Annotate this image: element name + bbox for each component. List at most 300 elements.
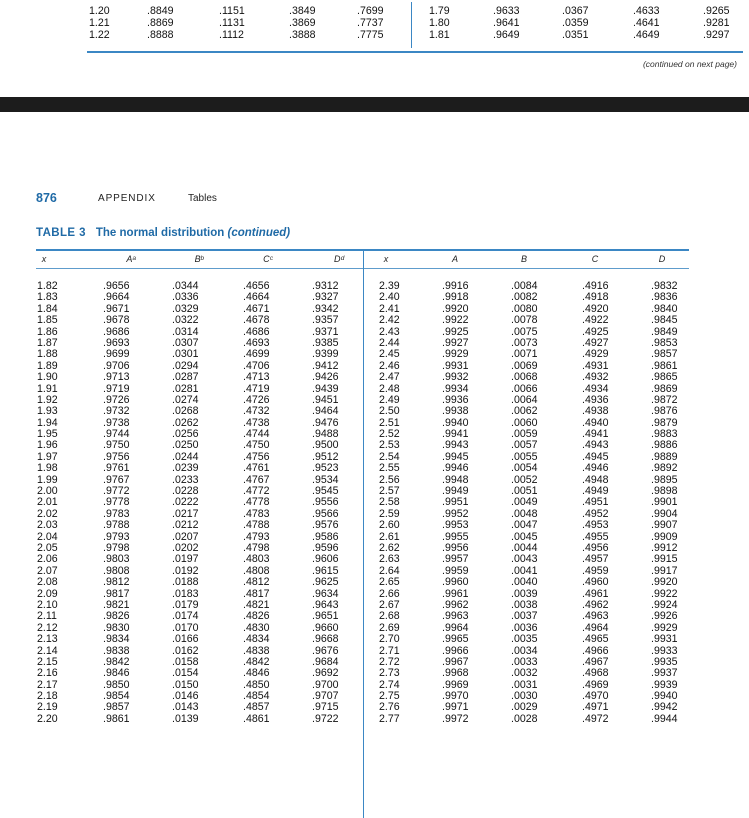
- cell-col-9: .9895: [651, 473, 678, 486]
- cell-col-6: .9972: [442, 712, 469, 725]
- cell-col-7: .0038: [511, 598, 538, 611]
- cell-col-1: .9857: [103, 701, 130, 714]
- cell-col-9: .9853: [651, 336, 678, 349]
- cell-col-6: .9952: [442, 507, 469, 520]
- cell-col-9: .9901: [651, 496, 678, 509]
- cell-col-2: .0228: [172, 485, 199, 498]
- cell-col-4: .9545: [312, 485, 339, 498]
- cell-col-2: .0336: [172, 291, 199, 304]
- cell-col-3: .4854: [243, 690, 270, 703]
- cell-col-1: .9719: [103, 382, 130, 395]
- cell-col-4: .9327: [312, 291, 339, 304]
- column-header: B: [520, 254, 528, 264]
- cell-col-0: 1.95: [37, 428, 58, 441]
- cell-col-8: .4969: [582, 678, 609, 691]
- table-row: [0, 520, 749, 531]
- cell-col-5: 2.58: [379, 496, 400, 509]
- cell-col-7: .0078: [511, 314, 538, 327]
- cell-col-1: .9826: [103, 610, 130, 623]
- table-continued-note: (continued): [227, 227, 291, 239]
- cell-col-9: .9865: [651, 371, 678, 384]
- cell-col-3: .4803: [243, 553, 270, 566]
- cell-col-2: .0212: [172, 519, 199, 532]
- cell-col-2: .0262: [172, 416, 199, 429]
- cell-col-6: .9971: [442, 701, 469, 714]
- cell-col-5: 2.53: [379, 439, 400, 452]
- cell-col-6: .9929: [442, 348, 469, 361]
- page-break-bar: [0, 97, 749, 112]
- cell-col-9: .9931: [651, 633, 678, 646]
- cell-col-5: 2.54: [379, 450, 400, 463]
- cell-col-5: 2.73: [379, 667, 400, 680]
- cell-col-3: .4812: [243, 576, 270, 589]
- cell-col-0: 2.19: [37, 701, 58, 714]
- cell-col-9: .9942: [651, 701, 678, 714]
- cell-col-9: .9922: [651, 587, 678, 600]
- cell-col-9: .9933: [651, 644, 678, 657]
- cell-col-6: .9961: [442, 587, 469, 600]
- cell-col-1: .9788: [103, 519, 130, 532]
- cell-col-8: .4938: [582, 405, 609, 418]
- cell-col-8: .4949: [582, 485, 609, 498]
- cell-col-7: .0043: [511, 553, 538, 566]
- cell-col-1: .9772: [103, 485, 130, 498]
- cell-col-2: .0294: [172, 359, 199, 372]
- cell-col-6: .9970: [442, 690, 469, 703]
- previous-cell-col-0: 1.22: [89, 29, 110, 41]
- cell-col-4: .9586: [312, 530, 339, 543]
- cell-col-1: .9750: [103, 439, 130, 452]
- cell-col-8: .4961: [582, 587, 609, 600]
- cell-col-8: .4956: [582, 541, 609, 554]
- cell-col-7: .0041: [511, 564, 538, 577]
- cell-col-5: 2.51: [379, 416, 400, 429]
- cell-col-6: .9938: [442, 405, 469, 418]
- cell-col-3: .4713: [243, 371, 270, 384]
- cell-col-2: .0154: [172, 667, 199, 680]
- cell-col-2: .0256: [172, 428, 199, 441]
- cell-col-0: 1.88: [37, 348, 58, 361]
- cell-col-5: 2.50: [379, 405, 400, 418]
- column-header: x: [41, 254, 47, 264]
- cell-col-3: .4678: [243, 314, 270, 327]
- cell-col-6: .9925: [442, 325, 469, 338]
- cell-col-8: .4927: [582, 336, 609, 349]
- cell-col-4: .9668: [312, 633, 339, 646]
- column-header: x: [383, 254, 389, 264]
- cell-col-5: 2.55: [379, 462, 400, 475]
- cell-col-9: .9832: [651, 280, 678, 292]
- cell-col-0: 1.92: [37, 393, 58, 406]
- table-body: [0, 281, 749, 725]
- cell-col-3: .4686: [243, 325, 270, 338]
- cell-col-5: 2.48: [379, 382, 400, 395]
- cell-col-3: .4842: [243, 655, 270, 668]
- cell-col-8: .4941: [582, 428, 609, 441]
- cell-col-1: .9778: [103, 496, 130, 509]
- cell-col-0: 2.13: [37, 633, 58, 646]
- cell-col-9: .9879: [651, 416, 678, 429]
- cell-col-4: .9451: [312, 393, 339, 406]
- cell-col-5: 2.57: [379, 485, 400, 498]
- cell-col-3: .4826: [243, 610, 270, 623]
- cell-col-3: .4756: [243, 450, 270, 463]
- cell-col-3: .4656: [243, 280, 270, 292]
- table-row: [0, 714, 749, 725]
- cell-col-0: 1.96: [37, 439, 58, 452]
- cell-col-8: .4970: [582, 690, 609, 703]
- table-row: [0, 372, 749, 383]
- previous-cell-col-9: .9297: [703, 29, 730, 41]
- cell-col-5: 2.61: [379, 530, 400, 543]
- cell-col-6: .9948: [442, 473, 469, 486]
- cell-col-9: .9939: [651, 678, 678, 691]
- cell-col-7: .0073: [511, 336, 538, 349]
- cell-col-2: .0166: [172, 633, 199, 646]
- cell-col-7: .0057: [511, 439, 538, 452]
- cell-col-4: .9634: [312, 587, 339, 600]
- cell-col-4: .9556: [312, 496, 339, 509]
- cell-col-0: 2.08: [37, 576, 58, 589]
- continued-note: (continued on next page): [642, 59, 737, 69]
- cell-col-2: .0329: [172, 302, 199, 315]
- cell-col-8: .4932: [582, 371, 609, 384]
- cell-col-4: .9676: [312, 644, 339, 657]
- cell-col-6: .9969: [442, 678, 469, 691]
- column-header: A: [451, 254, 459, 264]
- cell-col-0: 2.07: [37, 564, 58, 577]
- cell-col-6: .9927: [442, 336, 469, 349]
- cell-col-6: .9932: [442, 371, 469, 384]
- cell-col-1: .9767: [103, 473, 130, 486]
- cell-col-4: .9357: [312, 314, 339, 327]
- cell-col-5: 2.59: [379, 507, 400, 520]
- cell-col-0: 1.94: [37, 416, 58, 429]
- cell-col-7: .0036: [511, 621, 538, 634]
- cell-col-1: .9793: [103, 530, 130, 543]
- cell-col-5: 2.67: [379, 598, 400, 611]
- cell-col-8: .4968: [582, 667, 609, 680]
- cell-col-0: 2.18: [37, 690, 58, 703]
- cell-col-8: .4951: [582, 496, 609, 509]
- cell-col-3: .4830: [243, 621, 270, 634]
- cell-col-1: .9812: [103, 576, 130, 589]
- cell-col-5: 2.71: [379, 644, 400, 657]
- cell-col-0: 2.14: [37, 644, 58, 657]
- cell-col-7: .0033: [511, 655, 538, 668]
- previous-cell-col-4: .7737: [357, 17, 384, 29]
- cell-col-3: .4744: [243, 428, 270, 441]
- cell-col-6: .9951: [442, 496, 469, 509]
- cell-col-6: .9962: [442, 598, 469, 611]
- cell-col-5: 2.64: [379, 564, 400, 577]
- cell-col-2: .0192: [172, 564, 199, 577]
- cell-col-7: .0071: [511, 348, 538, 361]
- cell-col-2: .0188: [172, 576, 199, 589]
- cell-col-7: .0059: [511, 428, 538, 441]
- cell-col-2: .0314: [172, 325, 199, 338]
- previous-cell-col-7: .0367: [562, 5, 589, 17]
- previous-cell-col-1: .8869: [147, 17, 174, 29]
- cell-col-7: .0055: [511, 450, 538, 463]
- column-header: Dᵈ: [333, 254, 345, 264]
- cell-col-5: 2.62: [379, 541, 400, 554]
- cell-col-3: .4793: [243, 530, 270, 543]
- cell-col-4: .9412: [312, 359, 339, 372]
- cell-col-3: .4821: [243, 598, 270, 611]
- cell-col-5: 2.69: [379, 621, 400, 634]
- cell-col-6: .9968: [442, 667, 469, 680]
- cell-col-1: .9671: [103, 302, 130, 315]
- table-row: [0, 634, 749, 645]
- cell-col-3: .4738: [243, 416, 270, 429]
- previous-cell-col-3: .3888: [289, 29, 316, 41]
- cell-col-4: .9692: [312, 667, 339, 680]
- cell-col-4: .9439: [312, 382, 339, 395]
- cell-col-4: .9660: [312, 621, 339, 634]
- cell-col-9: .9937: [651, 667, 678, 680]
- cell-col-7: .0049: [511, 496, 538, 509]
- cell-col-6: .9920: [442, 302, 469, 315]
- cell-col-8: .4922: [582, 314, 609, 327]
- cell-col-1: .9821: [103, 598, 130, 611]
- previous-table-bottom-rule: [87, 51, 743, 53]
- cell-col-9: .9892: [651, 462, 678, 475]
- cell-col-1: .9738: [103, 416, 130, 429]
- cell-col-1: .9656: [103, 280, 130, 292]
- cell-col-5: 2.39: [379, 280, 400, 292]
- previous-cell-col-6: .9649: [493, 29, 520, 41]
- cell-col-4: .9715: [312, 701, 339, 714]
- cell-col-8: .4946: [582, 462, 609, 475]
- cell-col-1: .9834: [103, 633, 130, 646]
- cell-col-7: .0030: [511, 690, 538, 703]
- cell-col-5: 2.43: [379, 325, 400, 338]
- previous-cell-col-2: .1112: [219, 29, 244, 41]
- previous-cell-col-3: .3869: [289, 17, 316, 29]
- cell-col-2: .0139: [172, 712, 199, 725]
- cell-col-2: .0150: [172, 678, 199, 691]
- cell-col-7: .0084: [511, 280, 538, 292]
- cell-col-3: .4761: [243, 462, 270, 475]
- cell-col-4: .9625: [312, 576, 339, 589]
- column-header: Cᶜ: [263, 254, 273, 264]
- cell-col-0: 1.89: [37, 359, 58, 372]
- cell-col-3: .4726: [243, 393, 270, 406]
- cell-col-1: .9726: [103, 393, 130, 406]
- previous-cell-col-0: 1.20: [89, 5, 110, 17]
- cell-col-3: .4788: [243, 519, 270, 532]
- cell-col-4: .9707: [312, 690, 339, 703]
- cell-col-7: .0037: [511, 610, 538, 623]
- cell-col-2: .0207: [172, 530, 199, 543]
- cell-col-9: .9924: [651, 598, 678, 611]
- cell-col-4: .9426: [312, 371, 339, 384]
- previous-cell-col-8: .4633: [633, 5, 660, 17]
- previous-column-divider: [411, 2, 412, 48]
- cell-col-1: .9842: [103, 655, 130, 668]
- cell-col-6: .9953: [442, 519, 469, 532]
- previous-cell-col-1: .8888: [147, 29, 174, 41]
- previous-cell-col-4: .7699: [357, 5, 384, 17]
- previous-table-row: [0, 30, 749, 42]
- cell-col-3: .4664: [243, 291, 270, 304]
- cell-col-0: 1.90: [37, 371, 58, 384]
- cell-col-1: .9861: [103, 712, 130, 725]
- cell-col-6: .9916: [442, 280, 469, 292]
- previous-cell-col-0: 1.21: [89, 17, 110, 29]
- previous-cell-col-5: 1.79: [429, 5, 450, 17]
- previous-cell-col-2: .1131: [219, 17, 245, 29]
- cell-col-6: .9955: [442, 530, 469, 543]
- cell-col-7: .0066: [511, 382, 538, 395]
- previous-page-rows: [0, 6, 749, 42]
- cell-col-9: .9886: [651, 439, 678, 452]
- table-row: [0, 406, 749, 417]
- cell-col-3: .4699: [243, 348, 270, 361]
- cell-col-3: .4671: [243, 302, 270, 315]
- cell-col-4: .9615: [312, 564, 339, 577]
- cell-col-9: .9849: [651, 325, 678, 338]
- cell-col-6: .9931: [442, 359, 469, 372]
- cell-col-8: .4952: [582, 507, 609, 520]
- table-column-headers: [0, 254, 749, 266]
- cell-col-4: .9684: [312, 655, 339, 668]
- cell-col-8: .4940: [582, 416, 609, 429]
- cell-col-5: 2.74: [379, 678, 400, 691]
- cell-col-1: .9846: [103, 667, 130, 680]
- cell-col-6: .9945: [442, 450, 469, 463]
- table-row: [0, 463, 749, 474]
- cell-col-4: .9464: [312, 405, 339, 418]
- cell-col-0: 2.02: [37, 507, 58, 520]
- table-row: [0, 315, 749, 326]
- cell-col-1: .9838: [103, 644, 130, 657]
- cell-col-4: .9576: [312, 519, 339, 532]
- cell-col-8: .4945: [582, 450, 609, 463]
- cell-col-7: .0080: [511, 302, 538, 315]
- cell-col-3: .4693: [243, 336, 270, 349]
- cell-col-1: .9830: [103, 621, 130, 634]
- cell-col-6: .9956: [442, 541, 469, 554]
- cell-col-4: .9643: [312, 598, 339, 611]
- cell-col-9: .9889: [651, 450, 678, 463]
- cell-col-0: 1.91: [37, 382, 58, 395]
- cell-col-4: .9488: [312, 428, 339, 441]
- cell-col-8: .4918: [582, 291, 609, 304]
- cell-col-8: .4920: [582, 302, 609, 315]
- cell-col-5: 2.46: [379, 359, 400, 372]
- cell-col-8: .4960: [582, 576, 609, 589]
- cell-col-2: .0222: [172, 496, 199, 509]
- cell-col-0: 2.10: [37, 598, 58, 611]
- cell-col-8: .4929: [582, 348, 609, 361]
- cell-col-5: 2.41: [379, 302, 400, 315]
- cell-col-5: 2.77: [379, 712, 400, 725]
- cell-col-9: .9898: [651, 485, 678, 498]
- cell-col-4: .9342: [312, 302, 339, 315]
- cell-col-7: .0082: [511, 291, 538, 304]
- cell-col-2: .0202: [172, 541, 199, 554]
- cell-col-3: .4772: [243, 485, 270, 498]
- cell-col-7: .0062: [511, 405, 538, 418]
- cell-col-6: .9940: [442, 416, 469, 429]
- cell-col-7: .0047: [511, 519, 538, 532]
- cell-col-5: 2.44: [379, 336, 400, 349]
- cell-col-8: .4962: [582, 598, 609, 611]
- cell-col-4: .9606: [312, 553, 339, 566]
- cell-col-2: .0233: [172, 473, 199, 486]
- cell-col-2: .0179: [172, 598, 199, 611]
- cell-col-3: .4778: [243, 496, 270, 509]
- previous-page-fragment: [0, 0, 749, 95]
- cell-col-0: 1.99: [37, 473, 58, 486]
- table-label: TABLE 3: [36, 227, 86, 239]
- cell-col-3: .4767: [243, 473, 270, 486]
- cell-col-1: .9686: [103, 325, 130, 338]
- cell-col-8: .4966: [582, 644, 609, 657]
- cell-col-7: .0052: [511, 473, 538, 486]
- cell-col-6: .9922: [442, 314, 469, 327]
- cell-col-9: .9926: [651, 610, 678, 623]
- cell-col-5: 2.60: [379, 519, 400, 532]
- cell-col-0: 2.09: [37, 587, 58, 600]
- cell-col-2: .0244: [172, 450, 199, 463]
- table-title: The normal distribution: [95, 227, 225, 239]
- cell-col-0: 2.05: [37, 541, 58, 554]
- cell-col-6: .9957: [442, 553, 469, 566]
- running-head-section: Tables: [188, 193, 217, 204]
- cell-col-8: .4972: [582, 712, 609, 725]
- cell-col-9: .9872: [651, 393, 678, 406]
- cell-col-3: .4838: [243, 644, 270, 657]
- cell-col-9: .9909: [651, 530, 678, 543]
- cell-col-1: .9761: [103, 462, 130, 475]
- cell-col-3: .4719: [243, 382, 270, 395]
- cell-col-0: 1.97: [37, 450, 58, 463]
- cell-col-0: 1.87: [37, 336, 58, 349]
- cell-col-7: .0051: [511, 485, 538, 498]
- previous-cell-col-7: .0359: [562, 17, 589, 29]
- cell-col-9: .9904: [651, 507, 678, 520]
- cell-col-0: 1.84: [37, 302, 58, 315]
- column-header: Aᵃ: [126, 254, 136, 264]
- column-header: C: [591, 254, 599, 264]
- cell-col-3: .4706: [243, 359, 270, 372]
- cell-col-4: .9312: [312, 280, 339, 292]
- cell-col-4: .9476: [312, 416, 339, 429]
- cell-col-1: .9699: [103, 348, 130, 361]
- cell-col-5: 2.56: [379, 473, 400, 486]
- cell-col-2: .0158: [172, 655, 199, 668]
- cell-col-8: .4943: [582, 439, 609, 452]
- cell-col-8: .4963: [582, 610, 609, 623]
- cell-col-8: .4948: [582, 473, 609, 486]
- cell-col-7: .0075: [511, 325, 538, 338]
- cell-col-1: .9850: [103, 678, 130, 691]
- cell-col-4: .9722: [312, 712, 339, 725]
- cell-col-0: 2.00: [37, 485, 58, 498]
- cell-col-2: .0301: [172, 348, 199, 361]
- cell-col-5: 2.49: [379, 393, 400, 406]
- cell-col-5: 2.47: [379, 371, 400, 384]
- cell-col-0: 2.15: [37, 655, 58, 668]
- cell-col-7: .0034: [511, 644, 538, 657]
- cell-col-8: .4965: [582, 633, 609, 646]
- cell-col-0: 1.82: [37, 280, 58, 292]
- cell-col-8: .4916: [582, 280, 609, 292]
- cell-col-6: .9936: [442, 393, 469, 406]
